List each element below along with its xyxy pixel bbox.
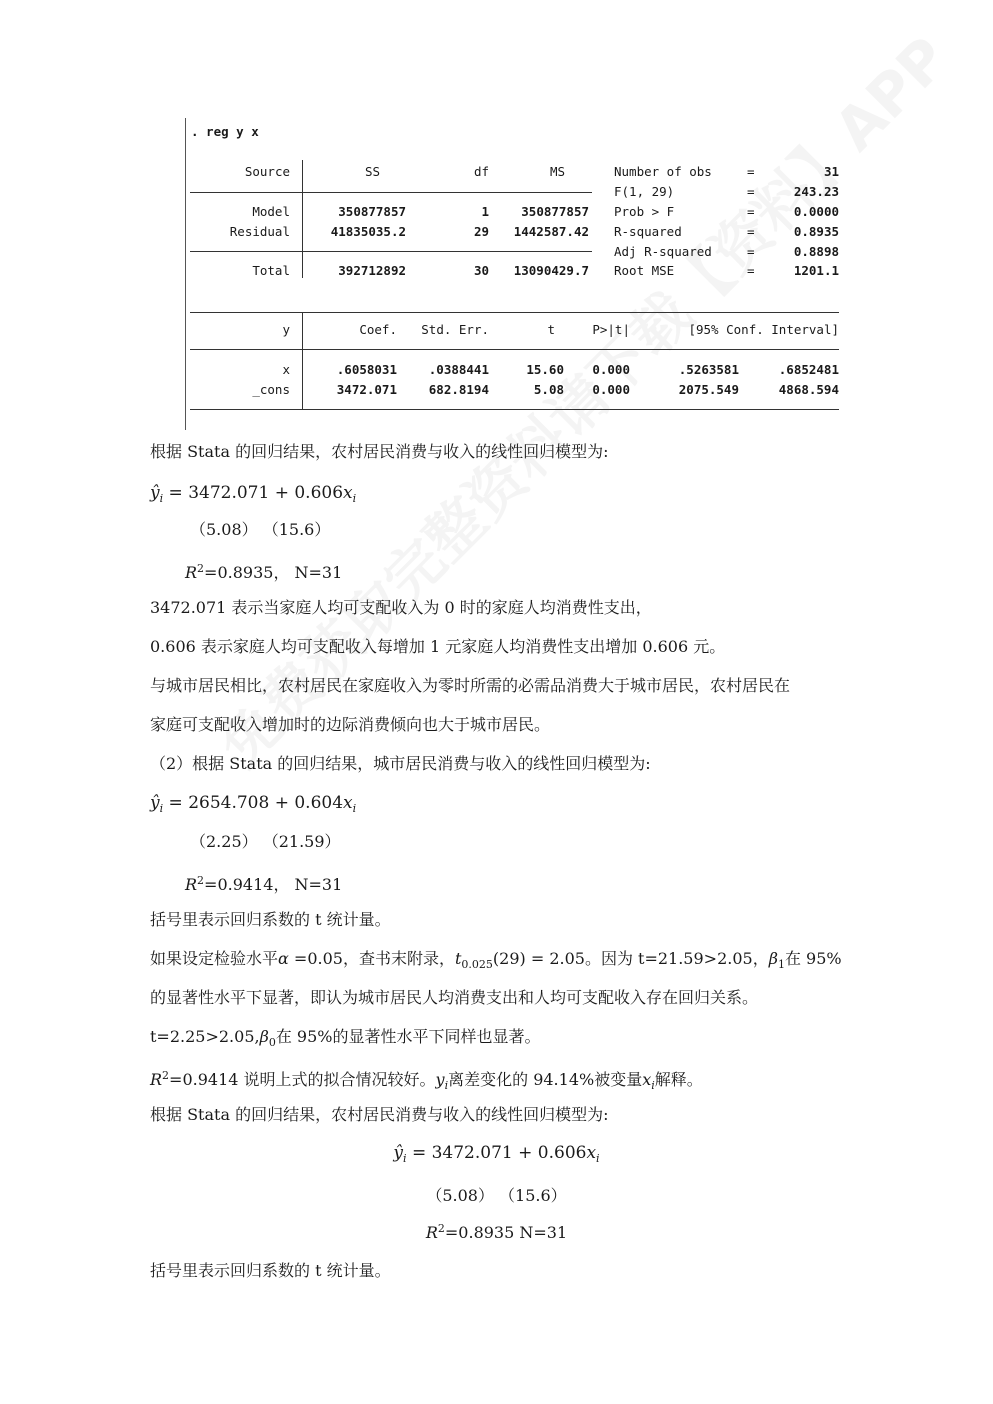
paragraph-t-note-2: 括号里表示回归系数的 t 统计量。: [150, 1261, 391, 1280]
beta0-text-b: 在 95%的显著性水平下同样也显著。: [275, 1027, 541, 1046]
t-critical: t: [454, 949, 462, 968]
stat-label-adjr2: Adj R-squared: [614, 244, 712, 259]
equation-rural: [150, 483, 356, 509]
test-text-b: =0.05，查书末附录，: [288, 949, 455, 968]
x-var-sub: i: [352, 802, 357, 815]
stat-label-r2: R-squared: [614, 224, 682, 239]
paragraph-urban-intro: （2）根据 Stata 的回归结果，城市居民消费与收入的线性回归模型为:: [150, 754, 651, 773]
coef-row-cons-coef: 3472.071: [336, 382, 397, 397]
test-text-d: 。因为 t=21.59>2.05，: [584, 949, 769, 968]
y-hat-sub: i: [159, 492, 164, 505]
stat-value-f: 243.23: [793, 184, 839, 199]
stata-output: [185, 118, 855, 430]
anova-row-residual-df: 29: [473, 224, 489, 239]
test-text-e: 在 95%: [784, 949, 842, 968]
beta0-sub: 0: [268, 1036, 276, 1049]
r2-letter: R: [425, 1223, 438, 1242]
r2-superscript: 2: [162, 1069, 170, 1082]
anova-row-model-ms: 350877857: [521, 204, 589, 219]
anova-row-model-df: 1: [481, 204, 489, 219]
stat-eq-nobs: =: [747, 164, 755, 179]
stat-value-r2: 0.8935: [793, 224, 839, 239]
coef-header-p: P>|t|: [592, 322, 630, 337]
paragraph-fit: [150, 1066, 703, 1096]
coef-row-cons-hi: 4868.594: [778, 382, 839, 397]
paragraph-slope: 0.606 表示家庭人均可支配收入每增加 1 元家庭人均消费性支出增加 0.606 元。: [150, 637, 726, 656]
paragraph-rural-intro: 根据 Stata 的回归结果，农村居民消费与收入的线性回归模型为:: [150, 442, 609, 461]
x-var-sub: i: [352, 492, 357, 505]
r2-rural-centered-value: =0.8935 N=31: [444, 1223, 568, 1242]
equation-rural-centered-body: = 3472.071 + 0.606: [406, 1143, 587, 1163]
stat-value-adjr2: 0.8898: [793, 244, 839, 259]
stat-eq-f: =: [747, 184, 755, 199]
equation-rural-body: = 3472.071 + 0.606: [163, 483, 344, 503]
t-values-rural: （5.08） （15.6）: [190, 520, 331, 539]
coef-header-ci: [95% Conf. Interval]: [688, 322, 839, 337]
y-hat: ŷ: [393, 1143, 404, 1163]
test-text-a: 如果设定检验水平: [150, 949, 279, 968]
anova-rule-mid-right: [302, 251, 592, 252]
fit-text-a: =0.9414 说明上式的拟合情况较好。: [169, 1070, 436, 1089]
stat-value-rmse: 1201.1: [793, 263, 839, 278]
paragraph-compare-2: 家庭可支配收入增加时的边际消费倾向也大于城市居民。: [150, 715, 551, 734]
coef-row-x-t: 15.60: [526, 362, 564, 377]
x-var: x: [586, 1143, 597, 1163]
coef-rule-top-right: [302, 312, 839, 313]
stat-value-nobs: 31: [823, 164, 839, 179]
stat-label-f: F(1, 29): [614, 184, 675, 199]
beta0-symbol: β: [259, 1027, 269, 1046]
stat-label-nobs: Number of obs: [614, 164, 712, 179]
r2-letter: R: [185, 563, 198, 582]
output-left-border: [185, 118, 186, 430]
coef-rule-bottom: [190, 409, 839, 410]
stat-label-rmse: Root MSE: [614, 263, 675, 278]
y-hat: ŷ: [150, 793, 160, 813]
anova-header-ms: MS: [549, 164, 565, 179]
r2-letter: R: [185, 875, 198, 894]
stat-value-probf: 0.0000: [793, 204, 839, 219]
x-var: x: [343, 483, 353, 503]
anova-rule-top: [190, 192, 303, 193]
stat-eq-rmse: =: [747, 263, 755, 278]
x-var: x: [642, 1070, 652, 1089]
stat-eq-r2: =: [747, 224, 755, 239]
alpha-symbol: α: [278, 949, 289, 968]
coef-row-cons-p: 0.000: [592, 382, 630, 397]
coef-row-cons-t: 5.08: [533, 382, 564, 397]
beta1-sub: 1: [777, 958, 785, 971]
x-var: x: [343, 793, 353, 813]
coef-row-x-hi: .6852481: [778, 362, 839, 377]
coef-row-x-lo: .5263581: [678, 362, 739, 377]
paragraph-rural-intro-2: 根据 Stata 的回归结果，农村居民消费与收入的线性回归模型为:: [150, 1105, 609, 1124]
stat-label-probf: Prob > F: [614, 204, 675, 219]
coef-rule-top: [190, 312, 303, 313]
anova-rule-top-right: [302, 192, 592, 193]
y-var: y: [435, 1070, 445, 1089]
coef-header-t: t: [547, 322, 555, 337]
x-var-sub: i: [596, 1152, 600, 1165]
stata-command: . reg y x: [191, 124, 259, 139]
coef-header-coef: Coef.: [359, 322, 397, 337]
y-var-sub: i: [444, 1079, 449, 1092]
coef-rule-mid: [190, 349, 303, 350]
anova-row-total-df: 30: [473, 263, 489, 278]
paragraph-significance: 的显著性水平下显著，即认为城市居民人均消费支出和人均可支配收入存在回归关系。: [150, 988, 759, 1007]
coef-row-x-se: .0388441: [428, 362, 489, 377]
anova-vertical-rule: [302, 160, 303, 278]
beta1-symbol: β: [768, 949, 778, 968]
coef-row-cons-se: 682.8194: [428, 382, 489, 397]
paragraph-beta0: [150, 1027, 540, 1053]
r2-urban-value: =0.9414， N=31: [204, 875, 343, 894]
coef-vertical-rule: [302, 312, 303, 410]
stat-eq-adjr2: =: [747, 244, 755, 259]
t-values-urban: （2.25） （21.59）: [190, 832, 341, 851]
anova-row-residual-ss: 41835035.2: [330, 224, 406, 239]
r2-rural-value: =0.8935， N=31: [204, 563, 343, 582]
equation-urban-body: = 2654.708 + 0.604: [163, 793, 344, 813]
paragraph-test: [150, 949, 842, 975]
r2-letter: R: [150, 1070, 163, 1089]
r2-urban: [185, 871, 342, 895]
y-hat: ŷ: [150, 483, 160, 503]
anova-row-total-ss: 392712892: [338, 263, 406, 278]
beta0-text-a: t=2.25>2.05,: [150, 1027, 260, 1046]
coef-header-y: y: [282, 322, 290, 337]
coef-row-x-coef: .6058031: [336, 362, 397, 377]
coef-header-se: Std. Err.: [421, 322, 489, 337]
x-var-sub: i: [651, 1079, 655, 1092]
t-values-rural-centered: （5.08） （15.6）: [426, 1186, 567, 1205]
anova-row-residual-source: Residual: [229, 224, 290, 239]
equation-rural-centered: [0, 1143, 993, 1165]
y-hat-sub: i: [159, 802, 164, 815]
anova-rule-mid: [190, 251, 303, 252]
paragraph-compare-1: 与城市居民相比，农村居民在家庭收入为零时所需的必需品消费大于城市居民，农村居民在: [150, 676, 791, 695]
y-hat-sub: i: [403, 1152, 407, 1165]
coef-row-cons-var: _cons: [252, 382, 290, 397]
coef-rule-mid-right: [302, 349, 839, 350]
anova-header-ss: SS: [364, 164, 380, 179]
r2-rural: [185, 559, 342, 583]
equation-urban: [150, 793, 356, 819]
anova-header-df: df: [473, 164, 489, 179]
fit-text-b: 离差变化的 94.14%被变量: [448, 1070, 643, 1089]
anova-row-model-ss: 350877857: [338, 204, 406, 219]
paragraph-t-note: 括号里表示回归系数的 t 统计量。: [150, 910, 391, 929]
t-critical-value: (29) = 2.05: [492, 949, 585, 968]
t-critical-sub: 0.025: [461, 958, 493, 971]
coef-row-x-p: 0.000: [592, 362, 630, 377]
r2-superscript: 2: [197, 874, 205, 887]
r2-rural-centered: [0, 1222, 993, 1242]
anova-row-total-source: Total: [252, 263, 290, 278]
stat-eq-probf: =: [747, 204, 755, 219]
anova-header-source: Source: [244, 164, 290, 179]
fit-text-c: 解释。: [654, 1070, 703, 1089]
r2-superscript: 2: [437, 1222, 445, 1235]
coef-row-cons-lo: 2075.549: [678, 382, 739, 397]
r2-superscript: 2: [197, 562, 205, 575]
paragraph-intercept: 3472.071 表示当家庭人均可支配收入为 0 时的家庭人均消费性支出，: [150, 598, 652, 617]
anova-row-total-ms: 13090429.7: [513, 263, 589, 278]
anova-row-residual-ms: 1442587.42: [513, 224, 589, 239]
coef-row-x-var: x: [282, 362, 290, 377]
anova-row-model-source: Model: [252, 204, 290, 219]
